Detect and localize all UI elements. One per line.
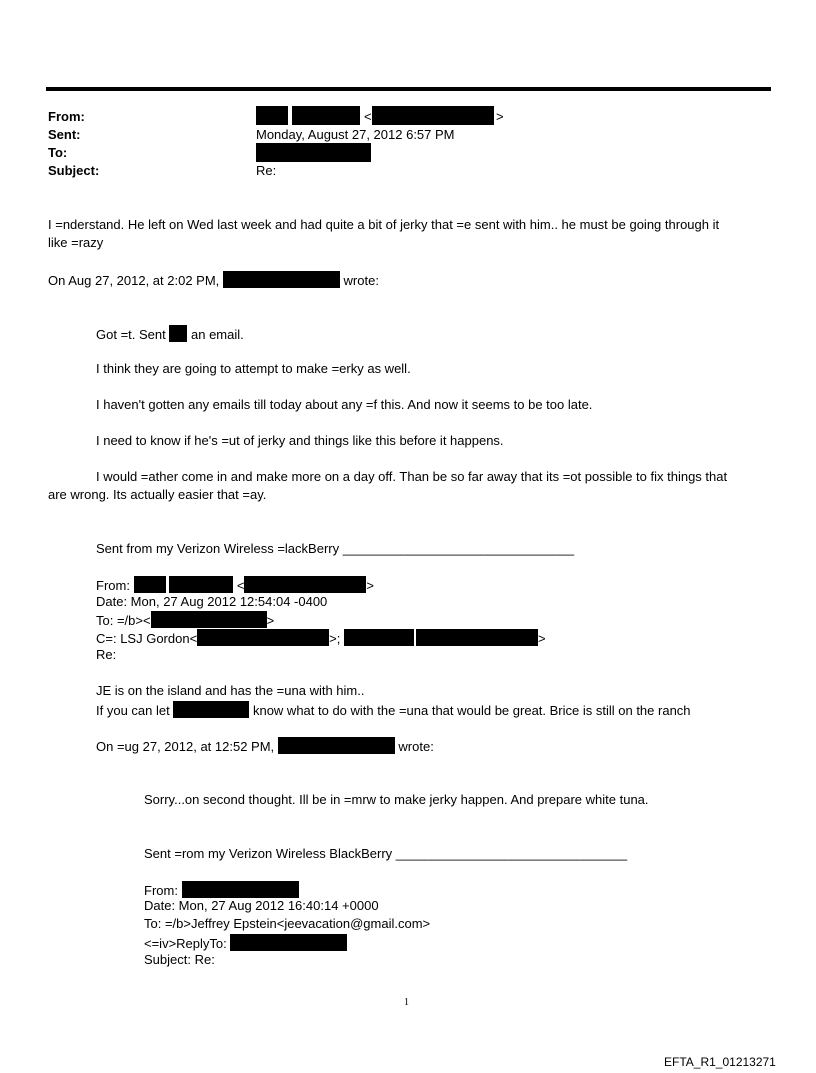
- quote1-p1-pre: Got =t. Sent: [96, 327, 166, 342]
- quote2-signature: Sent =rom my Verizon Wireless BlackBerry ________________________________: [144, 846, 628, 861]
- quote1-re: Re:: [96, 647, 117, 662]
- bates-number: EFTA_R1_01213271: [664, 1055, 776, 1069]
- redaction: [344, 629, 414, 646]
- quote1-p3: I haven't gotten any emails till today about any =f this. And now it seems to be too late.: [96, 397, 593, 412]
- redaction: [182, 881, 299, 898]
- redaction: [230, 934, 347, 951]
- subject-label: Subject:: [48, 163, 100, 178]
- quote1-signature: Sent from my Verizon Wireless =lackBerry ________________________________: [96, 541, 575, 556]
- quote2-reply: [144, 934, 347, 952]
- quote2-reply-pre: <=iv>ReplyTo:: [144, 936, 227, 951]
- redaction: [292, 106, 360, 125]
- quote1-let-post: know what to do with the =una that would be great. Brice is still on the ranch: [252, 703, 691, 718]
- redaction: [372, 106, 494, 125]
- redaction: [256, 143, 371, 162]
- redaction: [151, 611, 267, 628]
- quote1-to-pre: To: =/b><: [96, 613, 151, 628]
- body-line-1: I =nderstand. He left on Wed last week and had quite a bit of jerky that =e sent with him.. he must be going through it: [48, 217, 720, 232]
- quote2-from: [144, 881, 299, 899]
- quote1-to-gt: >: [266, 613, 275, 628]
- wrote-line-1: [48, 271, 379, 289]
- from-label: From:: [48, 109, 85, 124]
- quote1-date: Date: Mon, 27 Aug 2012 12:54:04 -0400: [96, 594, 328, 609]
- body-line-2: like =razy: [48, 235, 104, 250]
- quote1-cc-pre: C=: LSJ Gordon<: [96, 631, 198, 646]
- wrote-line-1-post: wrote:: [343, 273, 379, 288]
- quote2-from-label: From:: [144, 883, 178, 898]
- quote2-to: To: =/b>Jeffrey Epstein<jeevacation@gmail.com>: [144, 916, 431, 931]
- quote1-cc: [96, 629, 546, 647]
- quote1-from: [96, 576, 374, 594]
- quote1-cc-gt: >: [538, 631, 546, 646]
- header-rule: [46, 87, 771, 91]
- redaction: [169, 576, 233, 593]
- quote1-cc-sep: >;: [329, 631, 341, 646]
- from-gt: >: [496, 109, 504, 124]
- page-number: 1: [404, 997, 409, 1008]
- redaction: [134, 576, 166, 593]
- wrote-line-2: [96, 737, 434, 755]
- quote1-p1: [96, 325, 244, 343]
- redaction: [223, 271, 340, 288]
- quote1-je: JE is on the island and has the =una with him..: [96, 683, 365, 698]
- quote1-let-pre: If you can let: [96, 703, 170, 718]
- redaction: [244, 576, 366, 593]
- redaction: [278, 737, 395, 754]
- quote1-p2: I think they are going to attempt to make =erky as well.: [96, 361, 411, 376]
- subject-value: Re:: [256, 163, 277, 178]
- redaction: [173, 701, 249, 718]
- quote1-p5b: are wrong. Its actually easier that =ay.: [48, 487, 267, 502]
- wrote-line-1-pre: On Aug 27, 2012, at 2:02 PM,: [48, 273, 220, 288]
- quote1-from-gt: >: [366, 578, 375, 593]
- redaction: [256, 106, 288, 125]
- wrote-line-2-pre: On =ug 27, 2012, at 12:52 PM,: [96, 739, 275, 754]
- wrote-line-2-post: wrote:: [398, 739, 434, 754]
- sent-label: Sent:: [48, 127, 81, 142]
- quote2-date: Date: Mon, 27 Aug 2012 16:40:14 +0000: [144, 898, 379, 913]
- quote1-from-label: From:: [96, 578, 130, 593]
- quote1-to: [96, 611, 274, 629]
- quote2-sorry: Sorry...on second thought. Ill be in =mrw to make jerky happen. And prepare white tuna.: [144, 792, 649, 807]
- redaction: [197, 629, 329, 646]
- quote1-p5a: I would =ather come in and make more on a day off. Than be so far away that its =ot possible to fix things that: [96, 469, 728, 484]
- quote2-subject: Subject: Re:: [144, 952, 215, 967]
- quote1-let: [96, 701, 691, 719]
- sent-value: Monday, August 27, 2012 6:57 PM: [256, 127, 455, 142]
- quote1-p4: I need to know if he's =ut of jerky and things like this before it happens.: [96, 433, 504, 448]
- from-lt: <: [364, 109, 372, 124]
- quote1-p1-post: an email.: [191, 327, 244, 342]
- redaction: [169, 325, 187, 342]
- redaction: [416, 629, 538, 646]
- to-label: To:: [48, 145, 68, 160]
- quote1-from-lt: <: [236, 578, 245, 593]
